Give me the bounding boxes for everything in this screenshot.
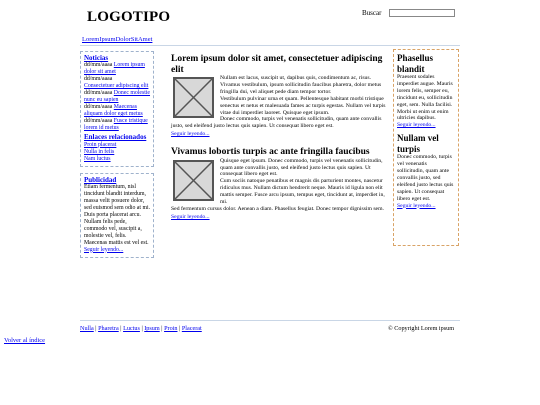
- top-nav: [82, 36, 152, 43]
- footer-separator: |: [95, 325, 97, 332]
- search-input[interactable]: [389, 9, 455, 17]
- article-more-link[interactable]: Seguir leyendo...: [171, 213, 210, 220]
- related-list: [84, 142, 150, 163]
- news-item: [84, 90, 150, 104]
- article-more-link[interactable]: Seguir leyendo...: [171, 131, 210, 138]
- right-sidebar: [393, 49, 459, 246]
- footer-divider: [80, 320, 460, 321]
- footer-link[interactable]: Nulla: [80, 325, 94, 332]
- search-form: [362, 9, 455, 17]
- copyright: © Copyright Lorem ipsum: [388, 325, 455, 332]
- footer-link[interactable]: Proin: [164, 325, 178, 332]
- article-paragraph: Quisque eget ipsum. Donec commodo, turpis vel venenatis sollicitudin, quam ante convallis justo, sed eleifend justo lectus quis sapien. Ut consequat libero eget est.: [220, 157, 383, 178]
- related-link[interactable]: Proin placerat: [84, 141, 117, 148]
- article: [171, 147, 386, 221]
- news-date: dd/mm/aaaa: [84, 76, 113, 82]
- sidebar-block: [397, 133, 455, 209]
- news-link[interactable]: Donec molestie nunc eu sapien: [84, 90, 151, 103]
- sidebar-more-link[interactable]: Seguir leyendo...: [397, 122, 436, 129]
- news-date: dd/mm/aaaa: [84, 90, 113, 96]
- sidebar-block-title: Nullam vel turpis: [397, 133, 439, 154]
- related-link[interactable]: Nam luctus: [84, 155, 111, 162]
- footer-separator: |: [141, 325, 143, 332]
- footer-link[interactable]: Ipsum: [144, 325, 160, 332]
- news-date: dd/mm/aaaa: [84, 118, 113, 124]
- ad-box: [80, 173, 154, 258]
- news-title[interactable]: Noticias: [84, 54, 109, 62]
- article-image-placeholder: [173, 160, 214, 201]
- sidebar-block-text: Donec commodo, turpis vel venenatis sollicitudin, quam ante convallis justo, sed eleifend justo lectus quis sapien. Ut consequat libero eget est.: [397, 154, 454, 202]
- image-placeholder-icon: [175, 79, 212, 116]
- article-title: Vivamus lobortis turpis ac ante fringilla faucibus: [171, 147, 370, 158]
- sidebar-block-text: Praesent sodales imperdiet augue. Mauris lorem felis, semper eu, tincidunt eu, sollicitudin eget, sem. Nulla facilisi. Morbi ut enim ut enim ultricies dapibus.: [397, 74, 453, 122]
- left-sidebar: [80, 51, 154, 258]
- back-to-index-link[interactable]: Volver al índice: [4, 337, 46, 344]
- related-title[interactable]: Enlaces relacionados: [84, 133, 147, 141]
- footer-link[interactable]: Pharetra: [98, 325, 119, 332]
- news-item: [84, 76, 150, 90]
- news-link[interactable]: Maecenas aliquam dolor eget metus: [84, 104, 143, 117]
- article-paragraph: Sed fermentum cursus dolor. Aenean a diam. Phasellus feugiat. Donec tempor dignissim sem.: [171, 206, 384, 212]
- news-date: dd/mm/aaaa: [84, 104, 113, 110]
- article-paragraph: Vestibulum pulvinar urna et quam. Pellentesque habitant morbi tristique senectus et netus et malesuada fames ac turpis egestas. Nullam vel turpis vitae dui imperdiet laoreet. Quisque eget ipsum.: [220, 95, 386, 116]
- news-box: [80, 51, 154, 167]
- image-placeholder-icon: [175, 162, 212, 199]
- article-paragraph: Cum sociis natoque penatibus et magnis dis parturient montes, nascetur ridiculus mus. Nullam dictum hendrerit neque. Mauris id ligula non elit mattis semper. Fusce arcu ipsum, tempus eget, tincidunt at, imperdiet in, mi.: [220, 178, 385, 206]
- news-item: [84, 62, 150, 76]
- article-title: Lorem ipsum dolor sit amet, consectetuer adipiscing elit: [171, 54, 383, 75]
- related-link[interactable]: Nulla in felis: [84, 148, 115, 155]
- ad-title[interactable]: Publicidad: [84, 175, 117, 184]
- sidebar-block-title: Phasellus blandit: [397, 53, 434, 74]
- top-nav-link[interactable]: LoremIpsumDolorSitAmet: [82, 36, 153, 43]
- article-image-placeholder: [173, 77, 214, 118]
- ad-more-link[interactable]: Seguir leyendo...: [84, 246, 124, 253]
- footer-link[interactable]: Luctus: [123, 325, 140, 332]
- footer-link[interactable]: Placerat: [181, 325, 202, 332]
- news-item: [84, 104, 150, 118]
- main-content: [171, 54, 386, 230]
- news-link[interactable]: Consectetuer adipiscing elit: [84, 83, 149, 89]
- footer-nav: [80, 325, 202, 332]
- footer-separator: |: [120, 325, 122, 332]
- footer-separator: |: [161, 325, 163, 332]
- search-label: Buscar: [362, 9, 382, 17]
- article-paragraph: Donec commodo, turpis vel venenatis sollicitudin, quam ante convallis justo, sed eleifend justo lectus quis sapien. Ut consequat libero eget est.: [171, 116, 382, 130]
- footer-separator: |: [179, 325, 181, 332]
- logo: LOGOTIPO: [87, 9, 171, 25]
- ad-text: Etiam fermentum, nisl tincidunt blandit interdum, massa velit posuere dolor, sed euismod sem odio at mi. Duis porta placerat arcu. Nullam felis pede, commodo vel, suscipit a, molestie vel, felis. Maecenas mattis est vel est.: [84, 183, 151, 246]
- news-item: [84, 118, 150, 132]
- news-link[interactable]: Lorem ipsum dolor sit amet: [84, 62, 145, 75]
- sidebar-block: [397, 53, 455, 129]
- header-divider: [80, 45, 460, 46]
- news-date: dd/mm/aaaa: [84, 62, 113, 68]
- sidebar-more-link[interactable]: Seguir leyendo...: [397, 202, 436, 209]
- news-link[interactable]: Fusce tristique lorem id metus: [84, 118, 148, 131]
- article-paragraph: Nullam est lacus, suscipit ut, dapibus quis, condimentum ac, risus. Vivamus vestibulum, ipsum sollicitudin faucibus pharetra, dolor metus fringilla dui, vel aliquet pede diam tempor tortor.: [220, 75, 382, 95]
- article: [171, 54, 386, 138]
